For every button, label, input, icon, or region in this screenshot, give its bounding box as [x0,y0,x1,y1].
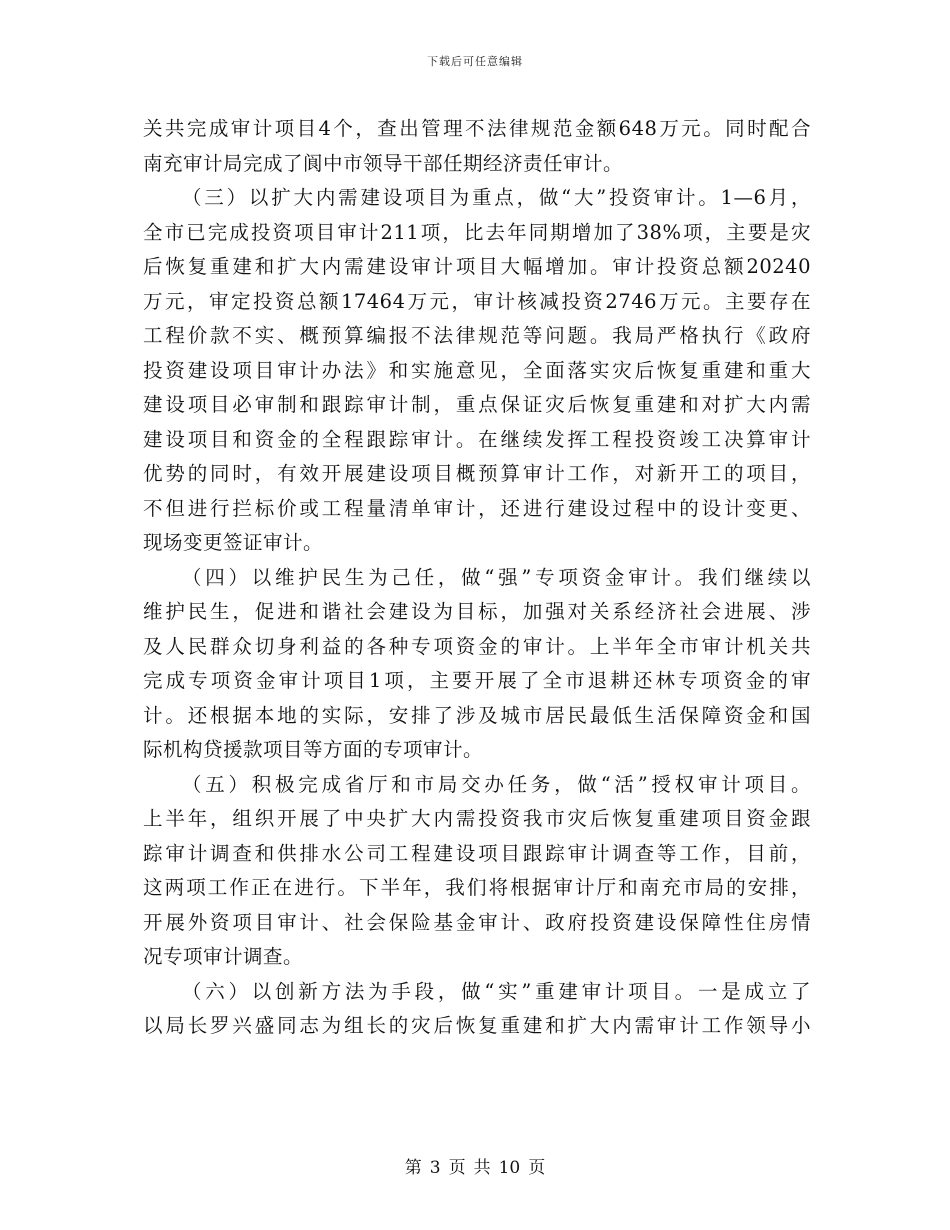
text-line: 后恢复重建和扩大内需建设审计项目大幅增加。审计投资总额20240 [143,255,811,278]
text-line: 以局长罗兴盛同志为组长的灾后恢复重建和扩大内需审计工作领导小 [143,1014,811,1037]
text-line: 维护民生，促进和谐社会建设为目标，加强对关系经济社会进展、涉 [143,600,811,623]
text-line: 上半年，组织开展了中央扩大内需投资我市灾后恢复重建项目资金跟 [143,807,811,830]
text-line: 完成专项资金审计项目1项，主要开展了全市退耕还林专项资金的审 [143,669,811,692]
footer-suffix: 页 [528,1158,546,1178]
text-line: （三）以扩大内需建设项目为重点，做“大”投资审计。1—6月， [182,186,811,209]
text-line: 况专项审计调查。 [143,945,304,968]
page-footer [0,1153,950,1178]
footer-page-number: 3 [429,1158,441,1178]
footer-page-word: 页 [448,1158,466,1178]
text-line: 际机构贷援款项目等方面的专项审计。 [143,738,484,761]
text-line: （五）积极完成省厅和市局交办任务，做“活”授权审计项目。 [182,772,811,796]
text-line: 关共完成审计项目4个，查出管理不法律规范金额648万元。同时配合 [143,117,811,140]
text-line: 不但进行拦标价或工程量清单审计，还进行建设过程中的设计变更、 [143,496,811,520]
page-header: 下载后可任意编辑 [427,55,523,68]
text-line: 计。还根据本地的实际，安排了涉及城市居民最低生活保障资金和国 [143,703,811,727]
text-line: 这两项工作正在进行。下半年，我们将根据审计厅和南充市局的安排， [143,876,811,899]
footer-total-word: 共 [473,1158,491,1178]
text-line: 优势的同时，有效开展建设项目概预算审计工作，对新开工的项目， [143,462,811,485]
footer-total-pages: 10 [498,1158,521,1178]
text-line: 工程价款不实、概预算编报不法律规范等问题。我局严格执行《政府 [143,324,811,347]
text-line: （四）以维护民生为己任，做“强”专项资金审计。我们继续以 [182,565,811,589]
text-line: 南充审计局完成了阆中市领导干部任期经济责任审计。 [143,151,624,175]
text-line: 万元，审定投资总额17464万元，审计核减投资2746万元。主要存在 [143,289,811,313]
text-line: 投资建设项目审计办法》和实施意见，全面落实灾后恢复重建和重大 [143,358,811,382]
text-line: 及人民群众切身利益的各种专项资金的审计。上半年全市审计机关共 [143,634,811,658]
document-body [143,112,811,1044]
text-line: 现场变更签证审计。 [143,531,324,554]
text-line: 踪审计调查和供排水公司工程建设项目跟踪审计调查等工作，目前， [143,841,811,865]
footer-prefix: 第 [404,1158,422,1178]
text-line: （六）以创新方法为手段，做“实”重建审计项目。一是成立了 [182,979,811,1003]
text-line: 建设项目和资金的全程跟踪审计。在继续发挥工程投资竣工决算审计 [143,427,811,451]
text-line: 全市已完成投资项目审计211项，比去年同期增加了38%项，主要是灾 [143,220,811,244]
text-line: 建设项目必审制和跟踪审计制，重点保证灾后恢复重建和对扩大内需 [143,393,811,416]
text-line: 开展外资项目审计、社会保险基金审计、政府投资建设保障性住房情 [143,910,811,934]
